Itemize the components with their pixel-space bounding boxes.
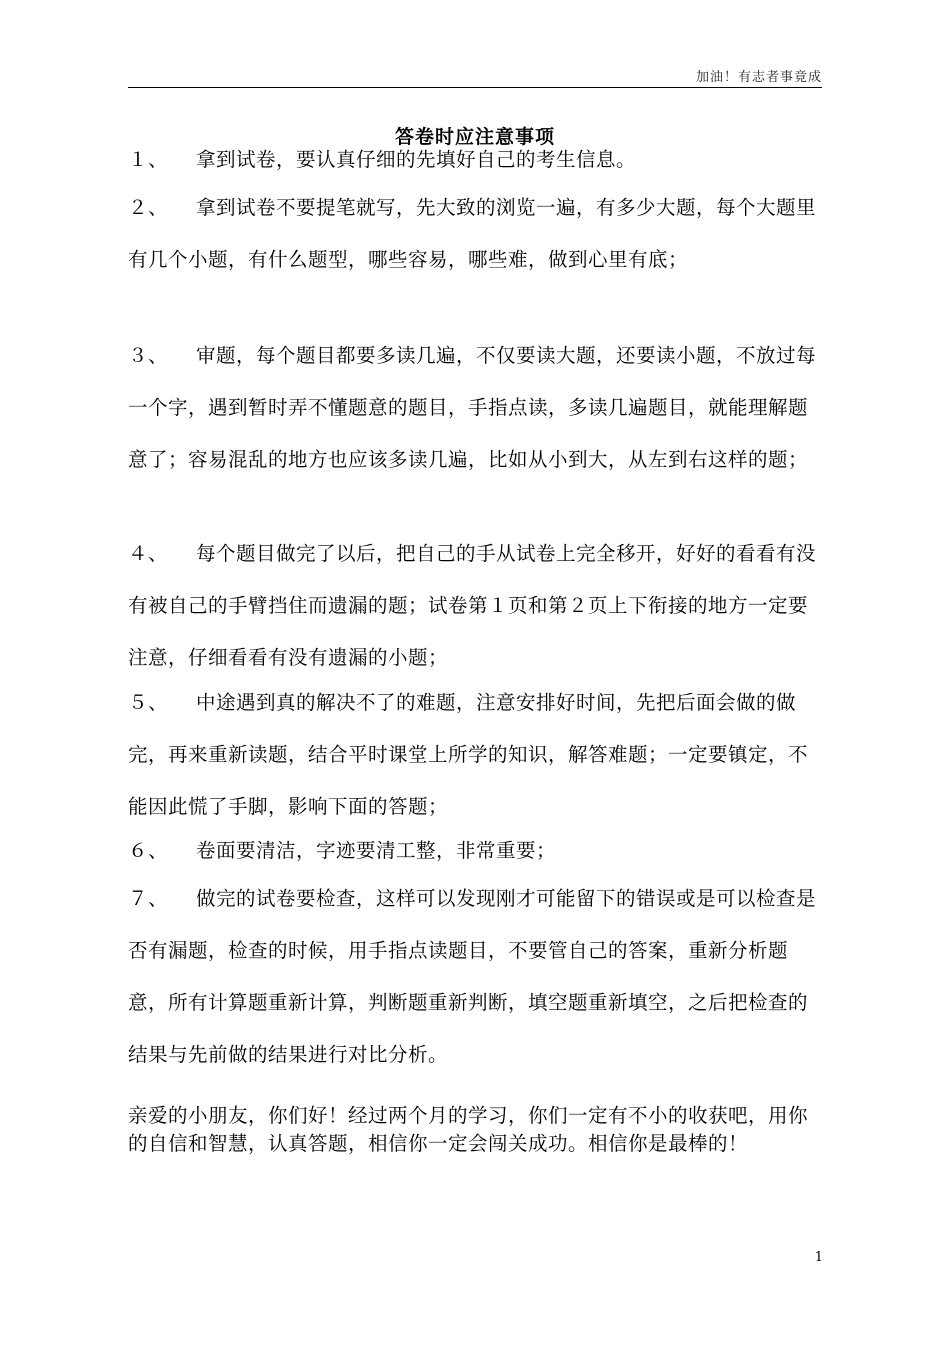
list-item [128,677,822,833]
page-number: 1 [814,1250,823,1265]
closing-paragraph: 亲爱的小朋友，你们好！经过两个月的学习，你们一定有不小的收获吧，用你的自信和智慧，认真答题，相信你一定会闯关成功。相信你是最棒的！ [128,1104,809,1155]
item-text: 拿到试卷不要提笔就写，先大致的浏览一遍，有多少大题，每个大题里有几个小题，有什么题型，哪些容易，哪些难，做到心里有底； [128,196,817,271]
list-item [128,182,822,286]
list-item [128,134,822,186]
list-item [128,873,822,1081]
item-number: ６、 [128,839,169,862]
list-item [128,825,822,877]
item-number: ５、 [128,691,169,714]
item-text: 审题，每个题目都要多读几遍，不仅要读大题，还要读小题，不放过每一个字，遇到暂时弄不懂题意的题目，手指点读，多读几遍题目，就能理解题意了；容易混乱的地方也应该多读几遍，比如从小到大，从左到右这样的题； [128,344,817,471]
item-text: 中途遇到真的解决不了的难题，注意安排好时间，先把后面会做的做完，再来重新读题，结合平时课堂上所学的知识，解答难题；一定要镇定，不能因此慌了手脚，影响下面的答题； [128,691,809,818]
item-text: 卷面要清洁，字迹要清工整，非常重要； [196,839,557,862]
item-number: ４、 [128,542,169,565]
list-item [128,528,822,684]
item-number: ２、 [128,196,169,219]
document-title: 答卷时应注意事项 [394,126,555,148]
header-divider [128,87,822,88]
item-number: １、 [128,148,169,171]
list-item [128,330,822,486]
item-text: 做完的试卷要检查，这样可以发现刚才可能留下的错误或是可以检查是否有漏题，检查的时候，用手指点读题目，不要管自己的答案，重新分析题意，所有计算题重新计算，判断题重新判断，填空题重新填空，之后把检查的结果与先前做的结果进行对比分析。 [128,887,817,1066]
header-motto: 加油！有志者事竟成 [695,70,822,85]
item-text: 每个题目做完了以后，把自己的手从试卷上完全移开，好好的看看有没有被自己的手臂挡住而遗漏的题；试卷第１页和第２页上下衔接的地方一定要注意，仔细看看有没有遗漏的小题； [128,542,817,669]
item-number: ３、 [128,344,169,367]
item-text: 拿到试卷，要认真仔细的先填好自己的考生信息。 [196,148,637,171]
item-number: ７、 [128,887,169,910]
